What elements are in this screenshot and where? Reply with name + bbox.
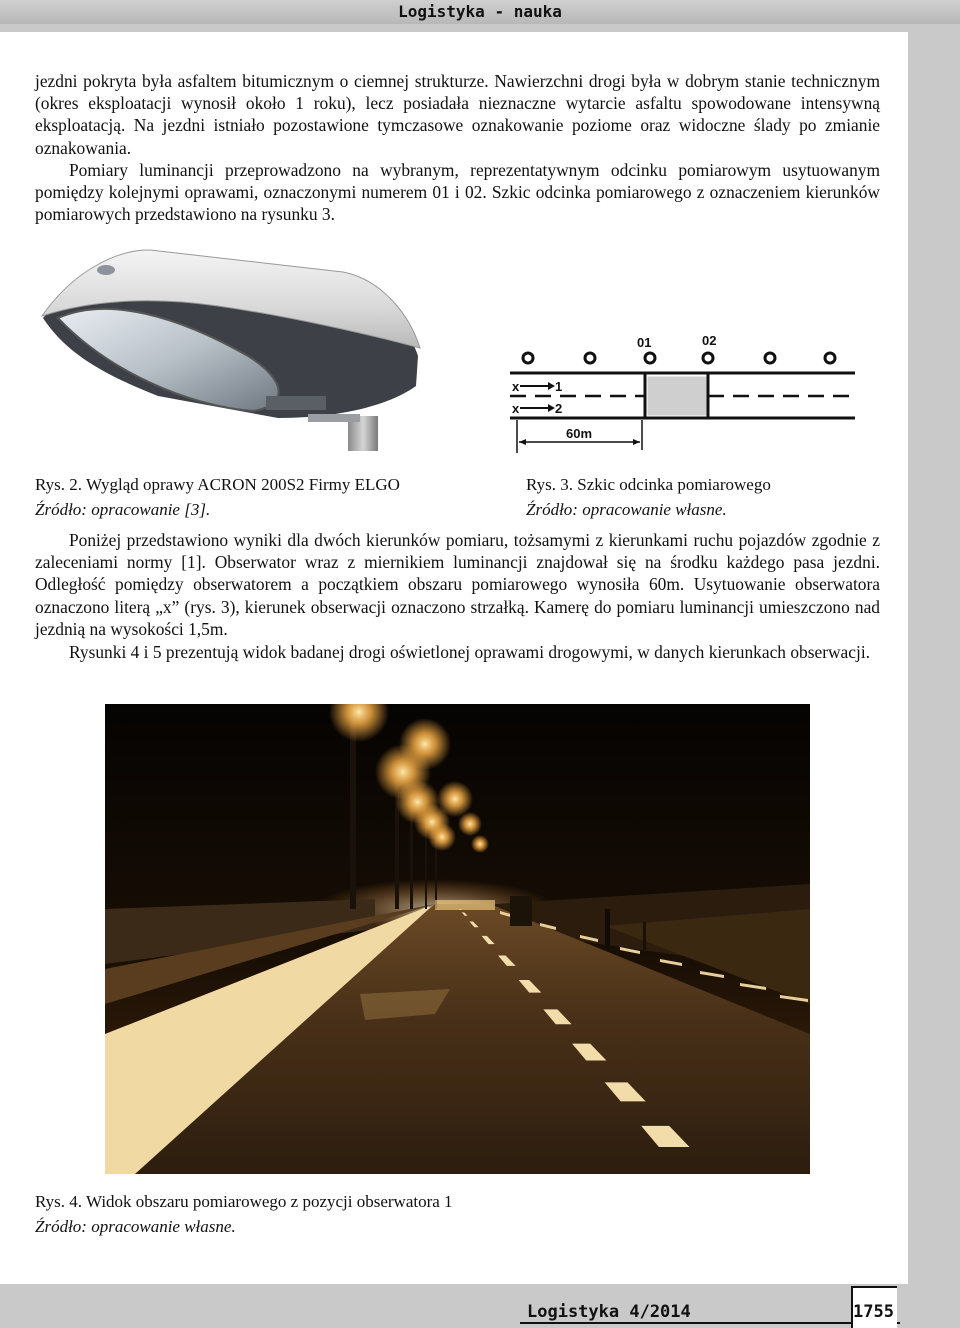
measurement-section-sketch — [500, 325, 860, 455]
lamp-label-02: 02 — [702, 333, 717, 348]
lamp-luminaire-image — [38, 246, 428, 451]
footer-journal: Logistyka 4/2014 — [527, 1302, 691, 1322]
direction-label-1: 1 — [555, 379, 563, 394]
observer-marker-1: x — [512, 379, 520, 394]
fig3-source: Źródło: opracowanie własne. — [526, 500, 727, 519]
fig2-caption: Rys. 2. Wygląd oprawy ACRON 200S2 Firmy ELGO — [35, 475, 400, 494]
lamp-glow — [437, 781, 473, 817]
lamp-post-marker — [585, 353, 595, 363]
lamp-label-01: 01 — [637, 335, 652, 350]
paragraph-4: Rysunki 4 i 5 prezentują widok badanej drogi oświetlonej oprawami drogowymi, w danych kierunkach obserwacji. — [69, 642, 871, 662]
direction-label-2: 2 — [555, 401, 563, 416]
lamp-post-marker — [825, 353, 835, 363]
running-header: Logistyka - nauka — [398, 2, 562, 21]
lamp-glow — [399, 718, 451, 770]
lamp-post-marker — [703, 353, 713, 363]
page-number: 1755 — [853, 1302, 894, 1322]
paragraph-1: jezdni pokryta była asfaltem bitumicznym o ciemnej strukturze. Nawierzchni drogi była w dobrym stanie technicznym (okres eksploatacji wynosił około 1 roku), lecz posiadała nieznaczne wytarcie asfaltu spowodowane intensywną eksploatacją. Na jezdni istniało pozostawione tymczasowe oznakowanie poziome oraz widoczne ślady po zmianie oznakowania. — [35, 71, 880, 158]
fig4-caption: Rys. 4. Widok obszaru pomiarowego z pozycji obserwatora 1 — [35, 1192, 453, 1211]
lamp-glow — [471, 835, 489, 853]
lamp-glow — [458, 812, 482, 836]
paragraph-3: Poniżej przedstawiono wyniki dla dwóch kierunków pomiaru, tożsamymi z kierunkami ruchu pojazdów zgodnie z zaleceniami normy [1]. Obserwator wraz z miernikiem luminancji znajdował się na środku każdego pasa jezdni. Odległość pomiędzy obserwatorem a początkiem obszaru pomiarowego wynosiła 60m. Usytuowanie obserwatora oznaczono literą „x” (rys. 3), kierunek obserwacji oznaczono strzałką. Kamerę do pomiaru luminancji umieszczono nad jezdnią na wysokości 1,5m. — [35, 530, 880, 639]
lamp-post-marker — [765, 353, 775, 363]
lamp-glow — [428, 823, 456, 851]
fig2-source: Źródło: opracowanie [3]. — [35, 500, 211, 519]
lamp-post-marker — [523, 353, 533, 363]
fig3-caption: Rys. 3. Szkic odcinka pomiarowego — [526, 475, 771, 494]
fig4-source: Źródło: opracowanie własne. — [35, 1217, 236, 1236]
paragraph-2: Pomiary luminancji przeprowadzono na wybranym, reprezentatywnym odcinku pomiarowym usytuowanym pomiędzy kolejnymi oprawami, oznaczonymi numerem 01 i 02. Szkic odcinka pomiarowego z oznaczeniem kierunków pomiarowych przedstawiono na rysunku 3. — [35, 160, 880, 225]
lamp-post-marker — [645, 353, 655, 363]
observer-marker-2: x — [512, 401, 520, 416]
distance-label: 60m — [566, 426, 593, 441]
night-road-photo — [105, 704, 810, 1174]
footer-rule — [520, 1322, 900, 1324]
